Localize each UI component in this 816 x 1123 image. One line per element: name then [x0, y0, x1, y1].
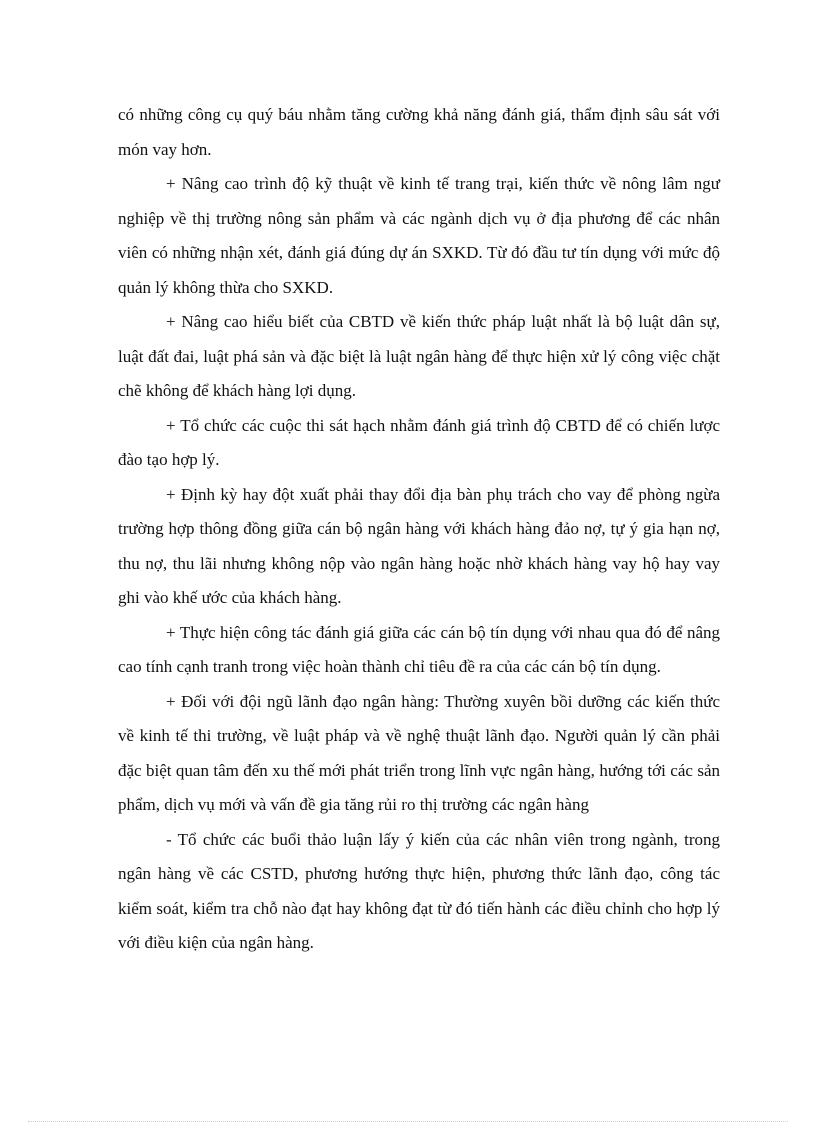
paragraph-continuation: có những công cụ quý báu nhằm tăng cường khả năng đánh giá, thẩm định sâu sát với món vay hơn. [118, 105, 720, 159]
paragraph-legal-knowledge: + Nâng cao hiểu biết của CBTD về kiến thức pháp luật nhất là bộ luật dân sự, luật đất đai, luật phá sản và đặc biệt là luật ngân hàng để thực hiện xử lý công việc chặt chẽ không để khách hàng lợi dụng. [118, 312, 720, 400]
paragraph-discussions: - Tổ chức các buổi thảo luận lấy ý kiến của các nhân viên trong ngành, trong ngân hàng về các CSTD, phương hướng thực hiện, phương thức lãnh đạo, công tác kiểm soát, kiểm tra chỗ nào đạt hay không đạt từ đó tiến hành các điều chỉnh cho hợp lý với điều kiện của ngân hàng. [118, 829, 720, 952]
document-body [118, 98, 720, 961]
paragraph-peer-evaluation: + Thực hiện công tác đánh giá giữa các cán bộ tín dụng với nhau qua đó để nâng cao tính cạnh tranh trong việc hoàn thành chỉ tiêu đề ra của các cán bộ tín dụng. [118, 622, 720, 676]
paragraph-rotation: + Định kỳ hay đột xuất phải thay đổi địa bàn phụ trách cho vay để phòng ngừa trường hợp thông đồng giữa cán bộ ngân hàng với khách hàng đảo nợ, tự ý gia hạn nợ, thu nợ, thu lãi nhưng không nộp vào ngân hàng hoặc nhờ khách hàng vay hộ hay vay ghi vào khế ước của khách hàng. [118, 484, 720, 607]
paragraph-leadership: + Đối với đội ngũ lãnh đạo ngân hàng: Thường xuyên bồi dưỡng các kiến thức về kinh tế thi trường, về luật pháp và về nghệ thuật lãnh đạo. Người quản lý cần phải đặc biệt quan tâm đến xu thế mới phát triển trong lĩnh vực ngân hàng, hướng tới các sản phẩm, dịch vụ mới và vấn đề gia tăng rủi ro thị trường các ngân hàng [118, 691, 720, 814]
paragraph-examinations: + Tổ chức các cuộc thi sát hạch nhằm đánh giá trình độ CBTD để có chiến lược đào tạo hợp lý. [118, 415, 720, 469]
paragraph-technical-training: + Nâng cao trình độ kỹ thuật về kinh tế trang trại, kiến thức về nông lâm ngư nghiệp về thị trường nông sản phẩm và các ngành dịch vụ ở địa phương để các nhân viên có những nhận xét, đánh giá đúng dự án SXKD. Từ đó đầu tư tín dụng với mức độ quản lý không thừa cho SXKD. [118, 174, 720, 297]
page-bottom-divider [28, 1121, 788, 1122]
